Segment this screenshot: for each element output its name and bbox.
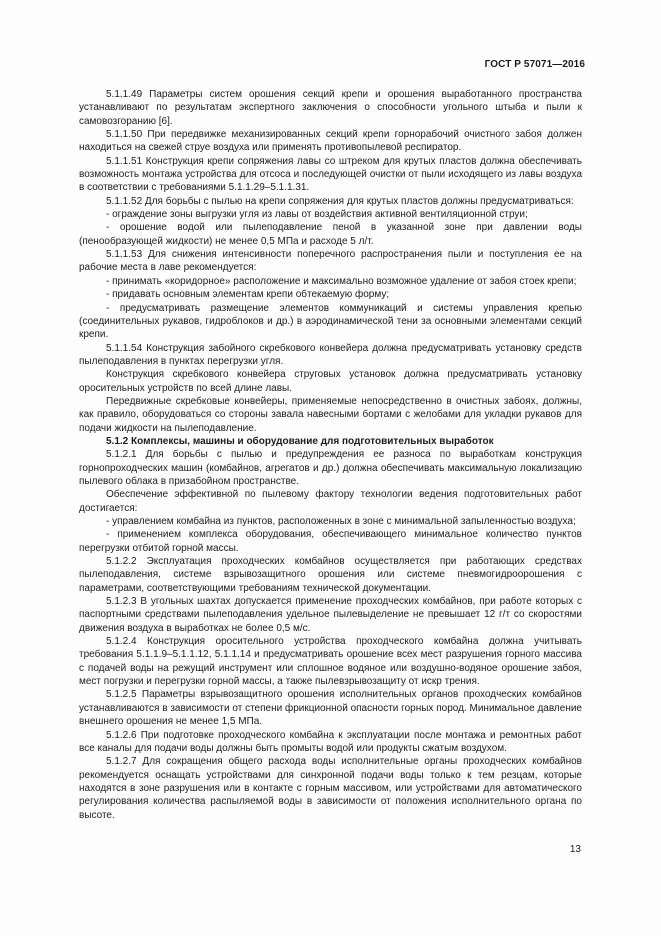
paragraph: 5.1.1.52 Для борьбы с пылью на крепи сопряжения для крутых пластов должны предусматриваться: xyxy=(106,195,574,207)
list-item: - орошение водой или пылеподавление пеной в указанной зоне при давлении воды (пенообразующей жидкости) не менее 0,5 МПа и расходе 5 л/т. xyxy=(79,222,582,247)
paragraph: 5.1.2.6 При подготовке проходческого комбайна к эксплуатации после монтажа и ремонтных работ все каналы для подачи воды должны быть промыты водой или продукты сжатым воздухом. xyxy=(79,729,582,754)
list-item: - ограждение зоны выгрузки угля из лавы от воздействия активной вентиляционной струи; xyxy=(106,209,528,221)
paragraph: 5.1.2.3 В угольных шахтах допускается применение проходческих комбайнов, при работе которых с паспортными средствами пылеподавления удельное пылевыделение не превышает 12 г/т со скоростями движения воздуха в выработках не более 0,5 м/с. xyxy=(79,596,582,634)
paragraph: 5.1.1.53 Для снижения интенсивности поперечного распространения пыли и поступления ее на рабочие места в лаве рекомендуется: xyxy=(79,249,582,274)
paragraph: Обеспечение эффективной по пылевому фактору технологии ведения подготовительных работ достигается: xyxy=(79,489,582,514)
paragraph: 5.1.1.54 Конструкция забойного скребкового конвейера должна предусматривать установку средств пылеподавления в пунктах перегрузки угля. xyxy=(79,342,582,367)
paragraph: 5.1.1.50 При передвижке механизированных секций крепи горнорабочий очистного забоя должен находиться на свежей струе воздуха или применять противопылевой респиратор. xyxy=(79,129,582,154)
list-item: - применением комплекса оборудования, обеспечивающего минимальное количество пунктов перегрузки отбитой горной массы. xyxy=(79,529,582,554)
paragraph: 5.1.1.49 Параметры систем орошения секций крепи и орошения выработанного пространства устанавливают по результатам экспертного заключения о способности угольного штыба и пыли к самовозгоранию [6]. xyxy=(79,89,582,127)
document-header: ГОСТ Р 57071—2016 xyxy=(484,59,585,70)
paragraph: 5.1.2.2 Эксплуатация проходческих комбайнов осуществляется при работающих средствах пылеподавления, системе взрывозащитного орошения или системе пневмогидроорошения с параметрами, соответствующими требованиям технической документации. xyxy=(79,556,582,594)
paragraph: Конструкция скребкового конвейера струговых установок должна предусматривать установку оросительных устройств по всей длине лавы. xyxy=(79,369,582,394)
paragraph: 5.1.2.1 Для борьбы с пылью и предупреждения ее разноса по выработкам конструкция горнопроходческих машин (комбайнов, агрегатов и др.) должна обеспечивать максимальную локализацию пылевого облака в призабойном пространстве. xyxy=(79,449,582,487)
page-number: 13 xyxy=(569,844,581,855)
document-body xyxy=(79,88,582,822)
section-heading: 5.1.2 Комплексы, машины и оборудование для подготовительных выработок xyxy=(106,435,494,447)
list-item: - предусматривать размещение элементов коммуникаций и системы управления крепью (соединительных рукавов, гидроблоков и др.) в аэродинамической тени за основными элементами секций крепи. xyxy=(79,302,582,341)
list-item: - принимать «коридорное» расположение и максимально возможное удаление от забоя стоек крепи; xyxy=(106,275,577,287)
list-item: - управлением комбайна из пунктов, расположенных в зоне с минимальной запыленностью воздуха; xyxy=(106,516,576,527)
paragraph: 5.1.2.4 Конструкция оросительного устройства проходческого комбайна должна учитывать требования 5.1.1.9–5.1.1.12, 5.1.1.14 и предусматривать орошение всех мест разрушения горного массива с подачей воды на режущий инструмент или сплошное водяное или воздушно-водяное орошение забоя, мест погрузки и перегрузки горной массы, а также пылевзрывозащиту от искр трения. xyxy=(79,636,582,688)
list-item: - придавать основным элементам крепи обтекаемую форму; xyxy=(106,289,390,301)
paragraph: 5.1.1.51 Конструкция крепи сопряжения лавы со штреком для крутых пластов должна обеспечивать возможность монтажа устройства для отсоса и последующей очистки от пыли исходящего из лавы воздуха в соответствии с требованиями 5.1.1.29–5.1.1.31. xyxy=(79,155,582,194)
paragraph: Передвижные скребковые конвейеры, применяемые непосредственно в очистных забоях, должны, как правило, оборудоваться со стороны завала навесными бортами с желобами для укладки рукавов для подачи жидкости на пылеподавление. xyxy=(79,395,582,434)
paragraph: 5.1.2.5 Параметры взрывозащитного орошения исполнительных органов проходческих комбайнов устанавливаются в зависимости от степени фрикционной опасности горных пород. Минимальное давление внешнего орошения не менее 1,5 МПа. xyxy=(79,689,582,728)
paragraph: 5.1.2.7 Для сокращения общего расхода воды исполнительные органы проходческих комбайнов рекомендуется оснащать устройствами для синхронной подачи воды только к тем резцам, которые находятся в зоне разрушения или в контакте с горным массивом, или устройствами для автоматического регулирования количества распыляемой воды в зависимости от положения исполнительного органа по высоте. xyxy=(79,756,582,821)
